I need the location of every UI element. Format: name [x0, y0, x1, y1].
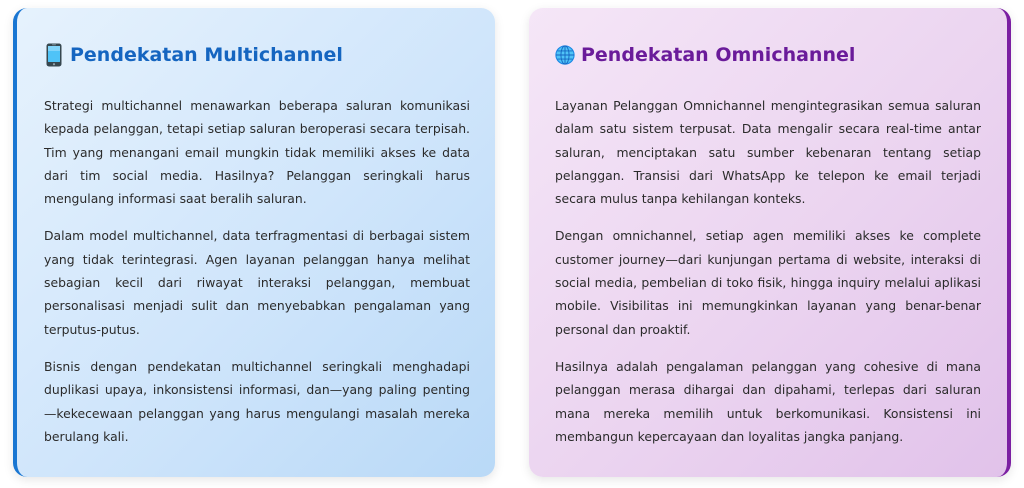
multichannel-title: Pendekatan Multichannel [70, 44, 343, 66]
mobile-phone-icon [44, 43, 64, 67]
multichannel-body [44, 94, 470, 462]
omnichannel-heading [555, 40, 855, 70]
multichannel-paragraph-3: Bisnis dengan pendekatan multichannel seringkali menghadapi duplikasi upaya, inkonsistensi informasi, dan—yang paling penting—kekecewaan pelanggan yang harus mengulangi masalah mereka berulang kali. [44, 358, 470, 444]
multichannel-paragraph-1: Strategi multichannel menawarkan beberapa saluran komunikasi kepada pelanggan, tetapi setiap saluran beroperasi secara terpisah. Tim yang menangani email mungkin tidak memiliki akses ke data dari tim social media. Hasilnya? Pelanggan seringkali harus mengulang informasi saat beralih saluran. [44, 98, 470, 207]
omnichannel-paragraph-3: Hasilnya adalah pengalaman pelanggan yang cohesive di mana pelanggan merasa dihargai dan dipahami, terlepas dari saluran mana mereka memilih untuk berkomunikasi. Konsistensi ini membangun kepercayaan dan loyalitas jangka panjang. [555, 358, 981, 444]
omnichannel-body [555, 94, 981, 462]
omnichannel-paragraph-1: Layanan Pelanggan Omnichannel mengintegrasikan semua saluran dalam satu sistem terpusat. Data mengalir secara real-time antar saluran, menciptakan satu sumber kebenaran tentang setiap pelanggan. Transisi dari WhatsApp ke telepon ke email terjadi secara mulus tanpa kehilangan konteks. [555, 98, 981, 207]
globe-icon [555, 43, 575, 67]
multichannel-heading [44, 40, 343, 70]
multichannel-paragraph-2: Dalam model multichannel, data terfragmentasi di berbagai sistem yang tidak terintegrasi. Agen layanan pelanggan hanya melihat sebagian kecil dari riwayat interaksi pelanggan, membuat personalisasi menjadi sulit dan menyebabkan pengalaman yang terputus-putus. [44, 228, 470, 337]
omnichannel-paragraph-2: Dengan omnichannel, setiap agen memiliki akses ke complete customer journey—dari kunjungan pertama di website, interaksi di social media, pembelian di toko fisik, hingga inquiry melalui aplikasi mobile. Visibilitas ini memungkinkan layanan yang benar-benar personal dan proaktif. [555, 228, 981, 337]
omnichannel-title: Pendekatan Omnichannel [581, 44, 856, 66]
omnichannel-card [529, 8, 1011, 477]
multichannel-card [13, 8, 495, 477]
